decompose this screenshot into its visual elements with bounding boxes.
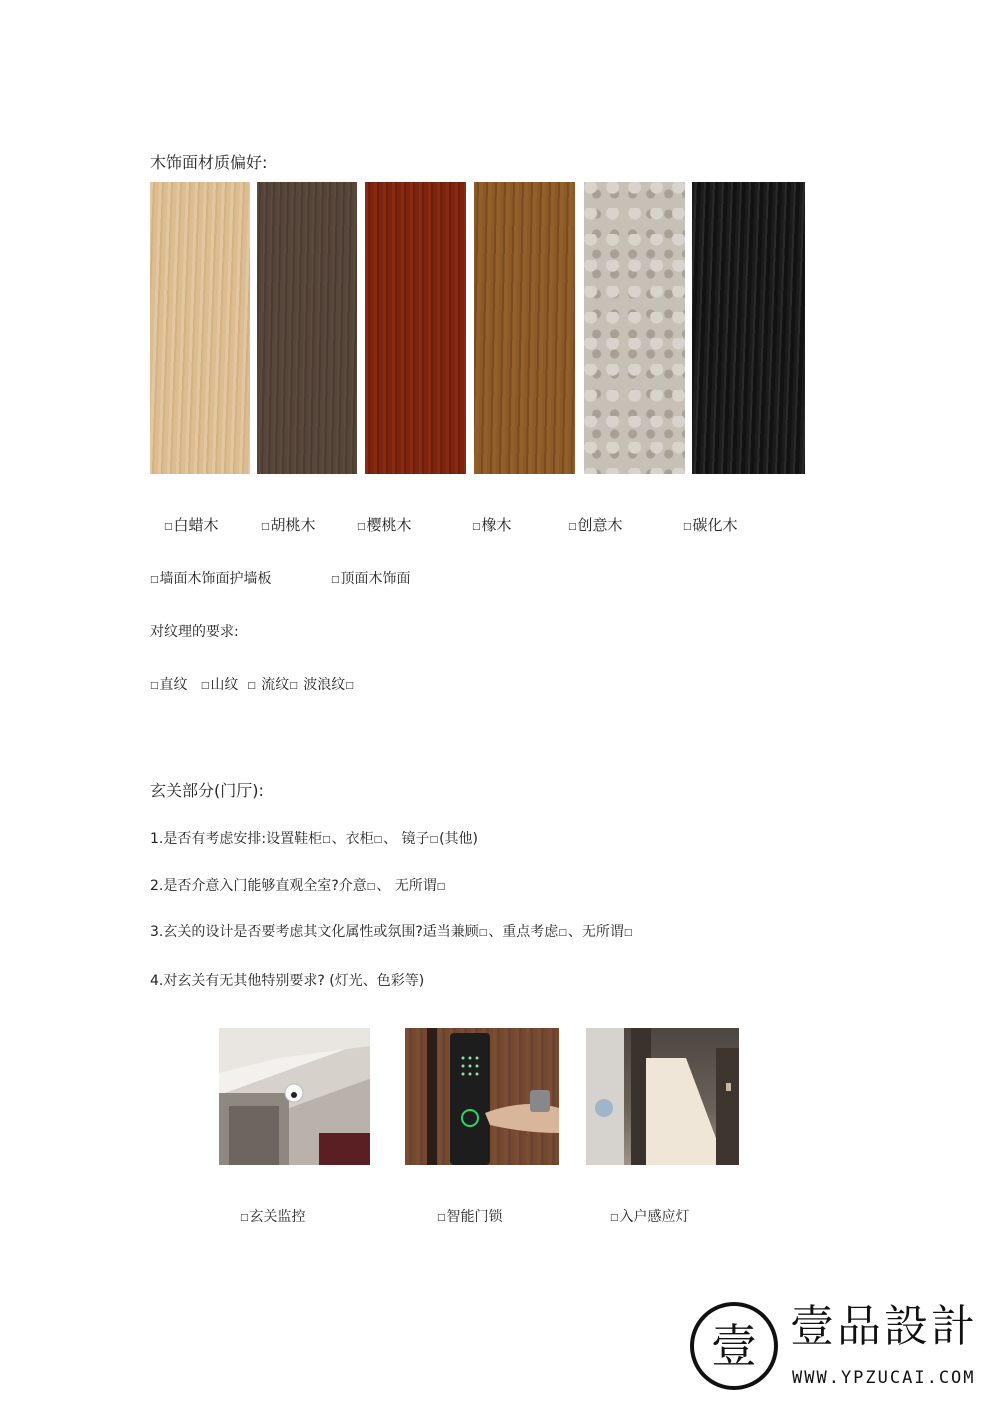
sensor-light-icon bbox=[586, 1028, 739, 1165]
option-creative[interactable] bbox=[568, 514, 623, 535]
surface-ceiling[interactable] bbox=[331, 568, 411, 588]
question-4: 4.对玄关有无其他特别要求? (灯光、色彩等) bbox=[150, 973, 425, 989]
option-label: 胡桃木 bbox=[270, 516, 316, 534]
option-label: 直纹 bbox=[159, 677, 188, 693]
swatch-creative bbox=[584, 182, 685, 474]
option-ash[interactable] bbox=[164, 514, 219, 535]
swatch-ash bbox=[150, 182, 250, 474]
q1-text-d: (其他) bbox=[439, 831, 479, 847]
checkbox[interactable]: □ bbox=[200, 681, 210, 691]
swatch-oak bbox=[474, 182, 575, 474]
checkbox[interactable]: □ bbox=[331, 575, 340, 585]
checkbox[interactable]: □ bbox=[558, 928, 567, 938]
security-camera-icon bbox=[219, 1028, 370, 1165]
q3-text: 3.玄关的设计是否要考虑其文化属性或氛围?适当兼顾 bbox=[150, 924, 479, 940]
option-mountain[interactable] bbox=[201, 677, 239, 693]
option-label: 碳化木 bbox=[692, 516, 738, 534]
checkbox[interactable]: □ bbox=[164, 522, 173, 532]
texture-heading: 对纹理的要求: bbox=[150, 624, 239, 640]
option-label: 波浪纹 bbox=[303, 677, 346, 693]
question-2 bbox=[150, 875, 446, 895]
option-label: 白蜡木 bbox=[173, 516, 219, 534]
wood-heading: 木饰面材质偏好: bbox=[150, 153, 268, 172]
question-1 bbox=[150, 828, 478, 848]
checkbox[interactable]: □ bbox=[345, 681, 354, 691]
option-walnut[interactable] bbox=[261, 514, 316, 535]
surface-label: 墙面木饰面护墙板 bbox=[159, 571, 272, 587]
option-label: 流纹 bbox=[261, 677, 290, 693]
texture-options bbox=[150, 674, 355, 694]
q2-text: 2.是否介意入门能够直观全室?介意 bbox=[150, 878, 367, 894]
feature-label: 智能门锁 bbox=[446, 1209, 503, 1225]
checkbox[interactable]: □ bbox=[247, 681, 256, 691]
checkbox[interactable]: □ bbox=[568, 522, 577, 532]
entrance-heading: 玄关部分(门厅): bbox=[150, 781, 264, 800]
checkbox[interactable]: □ bbox=[472, 522, 481, 532]
checkbox[interactable]: □ bbox=[322, 835, 331, 845]
option-cherry[interactable] bbox=[357, 514, 412, 535]
option-flow[interactable] bbox=[247, 677, 289, 693]
option-label: 山纹 bbox=[210, 677, 239, 693]
smart-lock-photo bbox=[405, 1028, 559, 1165]
checkbox[interactable]: □ bbox=[429, 835, 439, 845]
brand-seal-char: 壹 bbox=[711, 1319, 757, 1373]
brand-url: WWW.YPZUCAI.COM bbox=[792, 1368, 976, 1388]
q2-text-b: 、 无所谓 bbox=[376, 878, 437, 894]
checkbox[interactable]: □ bbox=[150, 681, 159, 691]
sensor-light-photo bbox=[586, 1028, 739, 1165]
option-carbonized[interactable] bbox=[683, 514, 738, 535]
camera-photo bbox=[219, 1028, 370, 1165]
checkbox[interactable]: □ bbox=[366, 882, 376, 892]
swatch-cherry bbox=[365, 182, 466, 474]
feature-smart-lock[interactable] bbox=[437, 1206, 503, 1226]
question-3 bbox=[150, 921, 633, 941]
checkbox[interactable]: □ bbox=[261, 522, 270, 532]
swatch-carbonized bbox=[692, 182, 805, 474]
option-wave[interactable] bbox=[289, 677, 354, 693]
checkbox[interactable]: □ bbox=[623, 928, 633, 938]
option-label: 创意木 bbox=[577, 516, 623, 534]
surface-wall[interactable] bbox=[150, 568, 272, 588]
q3-text-c: 、无所谓 bbox=[567, 924, 624, 940]
checkbox[interactable]: □ bbox=[289, 681, 298, 691]
brand-seal bbox=[690, 1302, 778, 1390]
brand-name: 壹品設計 bbox=[790, 1301, 978, 1352]
checkbox[interactable]: □ bbox=[357, 522, 366, 532]
option-label: 樱桃木 bbox=[366, 516, 412, 534]
option-straight[interactable] bbox=[150, 677, 188, 693]
option-oak[interactable] bbox=[472, 514, 512, 535]
feature-label: 入户感应灯 bbox=[619, 1209, 690, 1225]
q1-text-c: 、 镜子 bbox=[383, 831, 430, 847]
feature-label: 玄关监控 bbox=[249, 1209, 306, 1225]
q1-text-b: 、衣柜 bbox=[331, 831, 374, 847]
checkbox[interactable]: □ bbox=[437, 1213, 446, 1223]
checkbox[interactable]: □ bbox=[610, 1213, 619, 1223]
checkbox[interactable]: □ bbox=[436, 882, 446, 892]
feature-sensor-light[interactable] bbox=[610, 1206, 690, 1226]
smart-lock-icon bbox=[405, 1028, 559, 1165]
checkbox[interactable]: □ bbox=[240, 1213, 249, 1223]
feature-camera[interactable] bbox=[240, 1206, 306, 1226]
option-label: 橡木 bbox=[481, 516, 512, 534]
swatch-walnut bbox=[257, 182, 357, 474]
q3-text-b: 、重点考虑 bbox=[488, 924, 559, 940]
checkbox[interactable]: □ bbox=[373, 835, 383, 845]
checkbox[interactable]: □ bbox=[150, 575, 159, 585]
q1-text: 1.是否有考虑安排:设置鞋柜 bbox=[150, 831, 323, 847]
checkbox[interactable]: □ bbox=[478, 928, 488, 938]
checkbox[interactable]: □ bbox=[683, 522, 692, 532]
surface-label: 顶面木饰面 bbox=[340, 571, 411, 587]
